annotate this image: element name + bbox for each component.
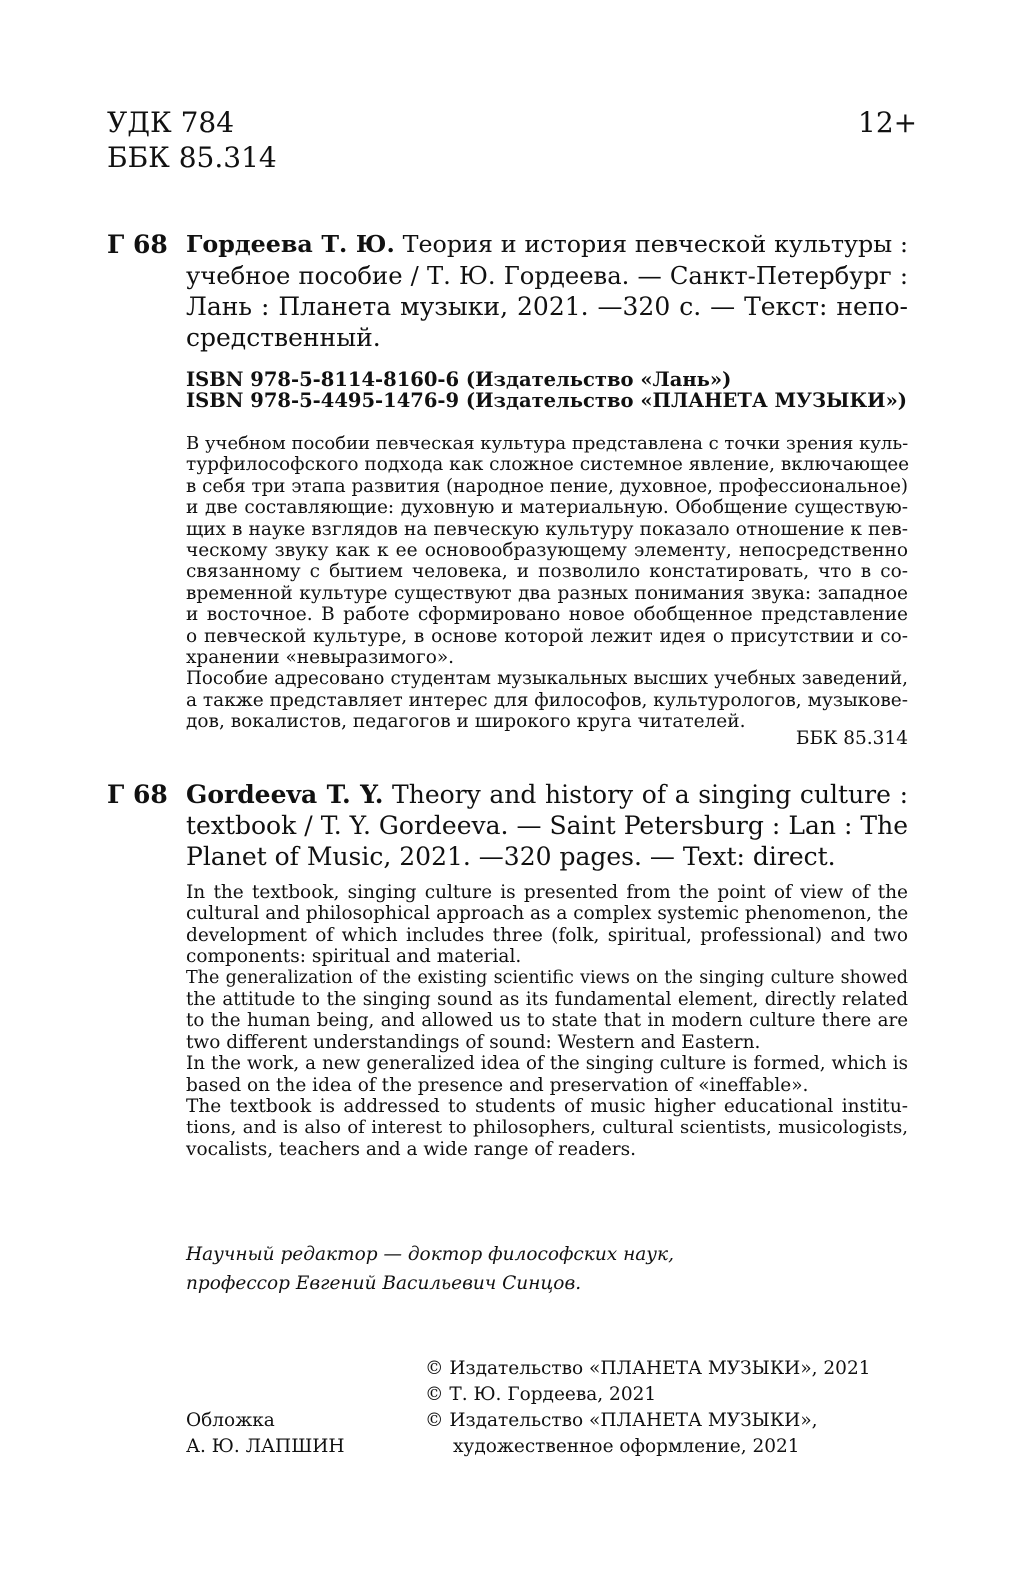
cover-label: Обложка <box>186 1410 275 1431</box>
copyright-line: © Т. Ю. Гордеева, 2021 <box>425 1384 657 1405</box>
en-citation-line-3: Planet of Music, 2021. —320 pages. — Text: direct. <box>186 842 836 871</box>
en-abstract-line: components: spiritual and material. <box>186 946 522 968</box>
en-abstract-line: tions, and is also of interest to philosophers, cultural scientists, musicologists, <box>186 1117 908 1139</box>
ru-abstract-line: турфилософского подхода как сложное системное явление, включающее <box>186 454 910 476</box>
isbn-planeta: ISBN 978-5-4495-1476-9 (Издательство «ПЛАНЕТА МУЗЫКИ») <box>186 389 908 413</box>
en-abstract-line: development of which includes three (folk, spiritual, professional) and two <box>186 924 908 946</box>
ru-entry-citation <box>186 229 908 353</box>
en-abstract-line: to the human being, and allowed us to state that in modern culture there are <box>186 1010 908 1032</box>
cover-credit <box>186 1408 345 1460</box>
ru-citation-line-1: Гордеева Т. Ю. Теория и история певческой культуры : <box>186 230 908 258</box>
isbn-list <box>186 369 907 412</box>
ru-abstract <box>186 433 908 733</box>
ru-citation-line-2: учебное пособие / Т. Ю. Гордеева. — Санкт-Петербург : <box>186 261 908 290</box>
age-rating: 12+ <box>858 106 918 139</box>
copyright-block <box>425 1356 870 1460</box>
en-abstract-line: The textbook is addressed to students of music higher educational institu- <box>186 1096 908 1118</box>
en-author: Gordeeva T. Y. <box>186 780 384 809</box>
ru-abstract-line: Пособие адресовано студентам музыкальных высших учебных заведений, <box>186 668 908 690</box>
ru-abstract-line: в себя три этапа развития (народное пение, духовное, профессиональное) <box>186 475 908 497</box>
scientific-editor: Научный редактор — доктор философских наук, профессор Евгений Васильевич Синцов. <box>186 1244 674 1294</box>
cover-artist: А. Ю. ЛАПШИН <box>186 1436 345 1457</box>
ru-citation-line-3: Лань : Планета музыки, 2021. —320 с. — Текст: непо- <box>186 292 908 321</box>
bbk-code: ББК 85.314 <box>107 141 277 174</box>
en-abstract-line: two different understandings of sound: Western and Eastern. <box>186 1031 761 1053</box>
ru-abstract-line: дов, вокалистов, педагогов и широкого круга читателей. <box>186 711 746 733</box>
en-abstract-line: In the textbook, singing culture is presented from the point of view of the <box>186 882 908 903</box>
en-entry-citation <box>186 779 908 872</box>
en-abstract-line: In the work, a new generalized idea of the singing culture is formed, which is <box>186 1053 908 1075</box>
ru-abstract-line: а также представляет интерес для философов, культурологов, музыкове- <box>186 689 908 711</box>
copyright-line: художественное оформление, 2021 <box>453 1436 800 1457</box>
en-abstract-line: vocalists, teachers and a wide range of readers. <box>186 1138 637 1160</box>
udk-code: УДК 784 <box>107 106 235 139</box>
ru-abstract-line: хранении «невыразимого». <box>186 647 455 669</box>
ru-abstract-line: и восточное. В работе сформировано новое обобщенное представление <box>186 604 908 626</box>
isbn-lan: ISBN 978-5-8114-8160-6 (Издательство «Лань») <box>186 368 732 391</box>
en-citation-line-1: Gordeeva T. Y. Theory and history of a singing culture : <box>186 780 908 809</box>
en-entry-index: Г 68 <box>107 780 168 809</box>
ru-entry-index: Г 68 <box>107 230 168 259</box>
en-abstract-line: based on the idea of the presence and preservation of «ineffable». <box>186 1074 809 1096</box>
en-abstract <box>186 882 908 1160</box>
copyright-line: © Издательство «ПЛАНЕТА МУЗЫКИ», 2021 <box>425 1358 871 1379</box>
copyright-line: © Издательство «ПЛАНЕТА МУЗЫКИ», <box>425 1410 818 1431</box>
ru-abstract-line: щих в науке взглядов на певческую культуру показало отношение к пев- <box>186 518 908 540</box>
ru-abstract-line: В учебном пособии певческая культура представлена с точки зрения куль- <box>186 433 909 454</box>
ru-abstract-line: и две составляющие: духовную и материальную. Обобщение существую- <box>186 497 908 519</box>
ru-citation-line-4: средственный. <box>186 323 381 352</box>
ru-bbk-code: ББК 85.314 <box>795 728 908 749</box>
en-abstract-line: The generalization of the existing scientific views on the singing culture showed <box>186 967 908 988</box>
en-abstract-line: cultural and philosophical approach as a complex systemic phenomenon, the <box>186 903 909 925</box>
ru-abstract-line: связанному с бытием человека, и позволило констатировать, что в со- <box>186 561 908 583</box>
en-abstract-line: the attitude to the singing sound as its fundamental element, directly related <box>186 989 908 1011</box>
ru-abstract-line: временной культуре существуют два разных понимания звука: западное <box>186 582 908 604</box>
ru-author: Гордеева Т. Ю. <box>186 230 395 258</box>
ru-abstract-line: ческому звуку как к ее основообразующему элементу, непосредственно <box>186 540 908 562</box>
en-citation-line-2: textbook / T. Y. Gordeeva. — Saint Petersburg : Lan : The <box>186 811 908 840</box>
ru-abstract-line: о певческой культуре, в основе которой лежит идея о присутствии и со- <box>186 625 908 647</box>
